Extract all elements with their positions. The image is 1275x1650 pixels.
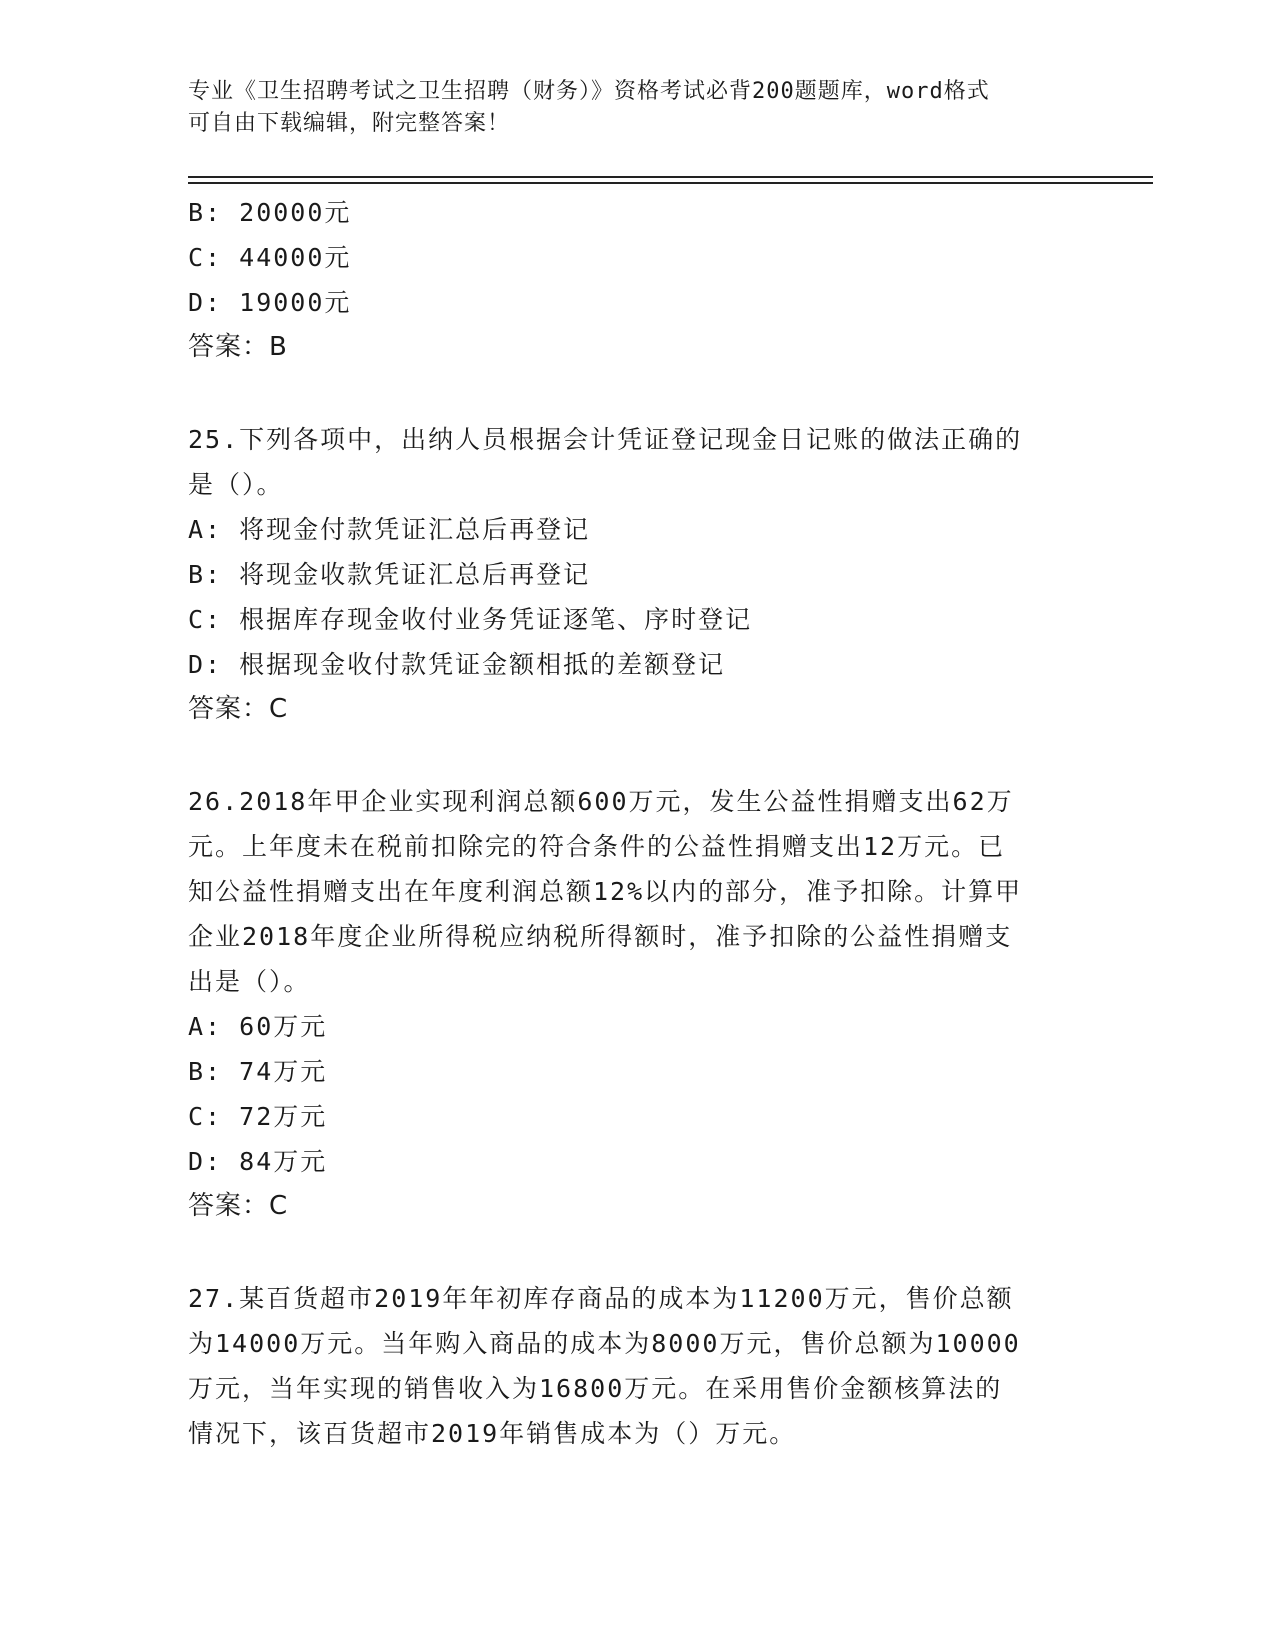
question-number: 26. (188, 787, 240, 816)
header-line-1: 专业《卫生招聘考试之卫生招聘（财务）》资格考试必背200题题库，word格式 (188, 79, 990, 104)
option-a: A: 60万元 (188, 1012, 328, 1041)
question-25 (188, 417, 1088, 732)
question-text-line: 万元，当年实现的销售收入为16800万元。在采用售价金额核算法的 (188, 1374, 1003, 1403)
question-text-line: 知公益性捐赠支出在年度利润总额12%以内的部分，准予扣除。计算甲 (188, 877, 1023, 906)
question-text-line: 25.下列各项中，出纳人员根据会计凭证登记现金日记账的做法正确的 (188, 425, 1023, 454)
question-content (188, 190, 1088, 1456)
question-text-line: 出是（）。 (188, 967, 311, 996)
option-d: D: 根据现金收付款凭证金额相抵的差额登记 (188, 650, 726, 679)
option-c: C: 根据库存现金收付业务凭证逐笔、序时登记 (188, 605, 753, 634)
question-text-line: 元。上年度未在税前扣除完的符合条件的公益性捐赠支出12万元。已 (188, 832, 1006, 861)
question-text-line: 情况下，该百货超市2019年销售成本为（）万元。 (188, 1419, 797, 1448)
previous-question (188, 190, 1088, 370)
question-text-line: 26.2018年甲企业实现利润总额600万元，发生公益性捐赠支出62万 (188, 787, 1014, 816)
question-text-line: 企业2018年度企业所得税应纳税所得额时，准予扣除的公益性捐赠支 (188, 922, 1013, 951)
question-27 (188, 1276, 1088, 1456)
header-divider-top (188, 176, 1153, 178)
question-number: 25. (188, 425, 240, 454)
answer-line: 答案：C (188, 694, 289, 724)
question-number: 27. (188, 1284, 240, 1313)
answer-line: 答案：B (188, 332, 288, 362)
option-b: B: 20000元 (188, 198, 352, 227)
option-d: D: 19000元 (188, 288, 352, 317)
answer-line: 答案：C (188, 1191, 289, 1221)
question-text-line: 27.某百货超市2019年年初库存商品的成本为11200万元，售价总额 (188, 1284, 1014, 1313)
header-divider-bottom (188, 182, 1153, 184)
document-header (188, 76, 1068, 140)
option-c: C: 72万元 (188, 1102, 328, 1131)
option-a: A: 将现金付款凭证汇总后再登记 (188, 515, 591, 544)
option-b: B: 将现金收款凭证汇总后再登记 (188, 560, 591, 589)
question-26 (188, 779, 1088, 1229)
question-text-line: 是（）。 (188, 470, 284, 499)
option-c: C: 44000元 (188, 243, 352, 272)
header-line-2: 可自由下载编辑，附完整答案！ (188, 111, 511, 136)
question-text-line: 为14000万元。当年购入商品的成本为8000万元，售价总额为10000 (188, 1329, 1021, 1358)
option-d: D: 84万元 (188, 1147, 328, 1176)
option-b: B: 74万元 (188, 1057, 328, 1086)
